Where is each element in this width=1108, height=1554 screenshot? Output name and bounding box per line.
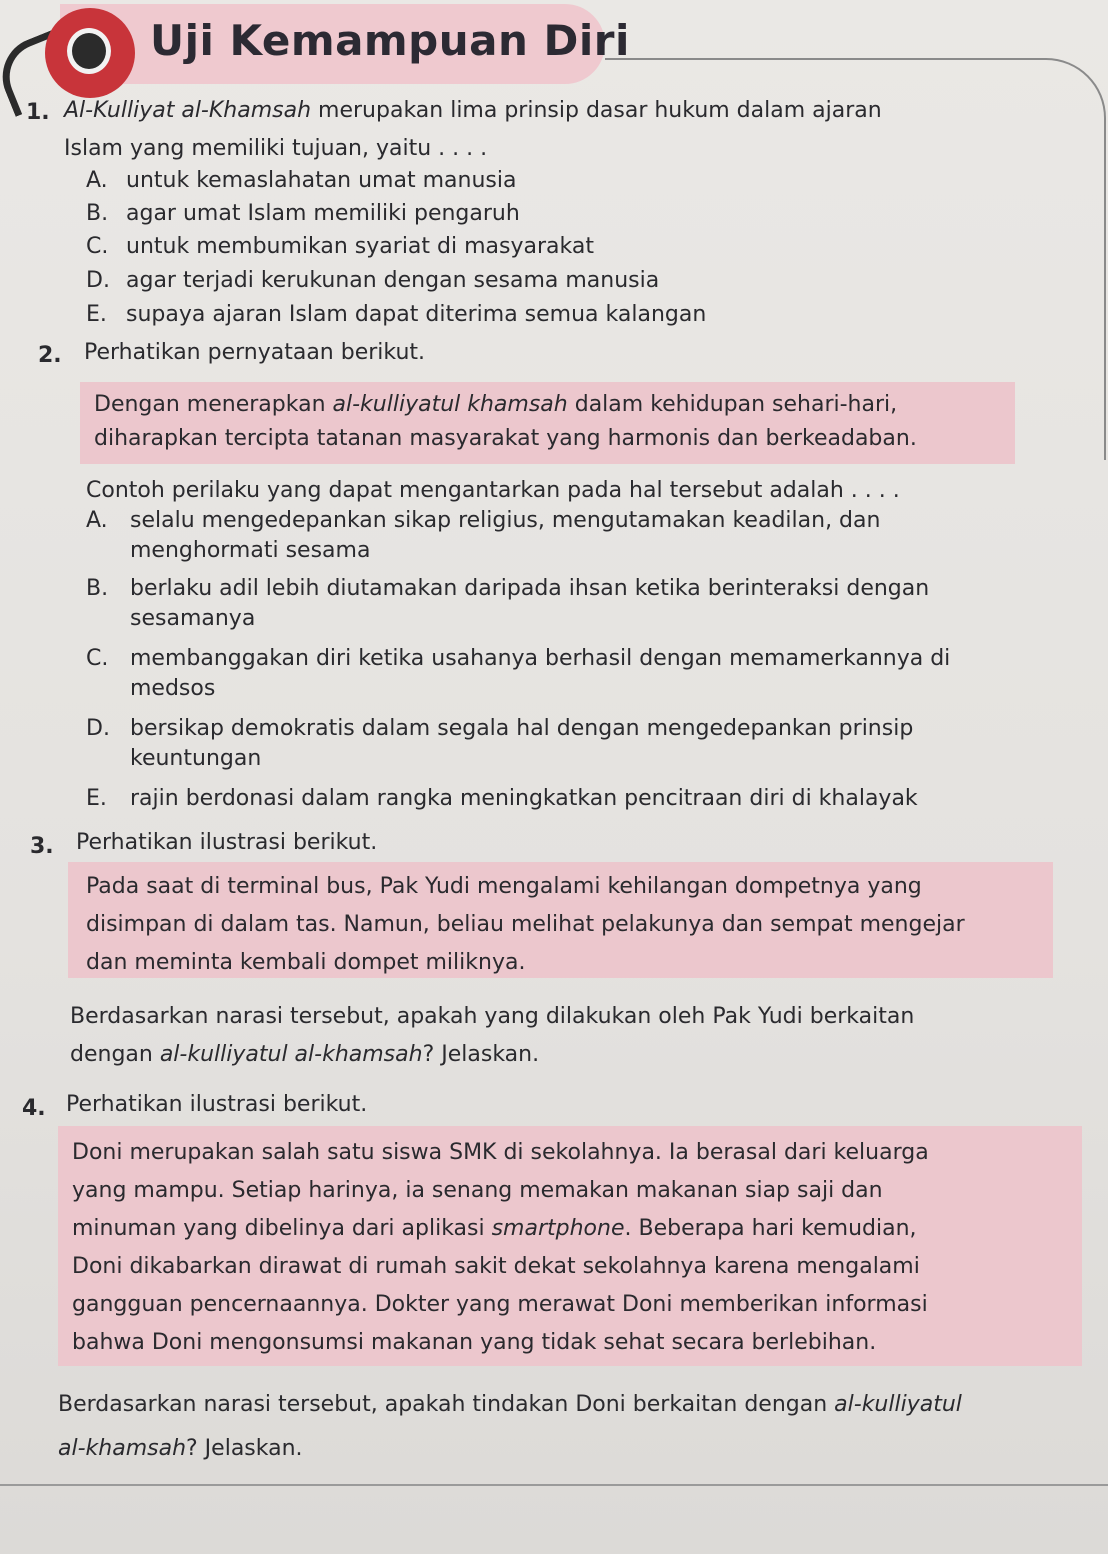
q2-option-b-line1: berlaku adil lebih diutamakan daripada ihsan ketika berinteraksi dengan — [130, 576, 930, 601]
q1-option-d: agar terjadi kerukunan dengan sesama manusia — [126, 268, 660, 293]
q1-option-a: untuk kemaslahatan umat manusia — [126, 168, 517, 193]
q2-option-a-line2: menghormati sesama — [130, 538, 371, 563]
q2-option-label: A. — [86, 508, 108, 533]
q2-option-label: C. — [86, 646, 109, 671]
q4-box-line: yang mampu. Setiap harinya, ia senang memakan makanan siap saji dan — [72, 1178, 883, 1203]
q2-box-line2: diharapkan tercipta tatanan masyarakat yang harmonis dan berkeadaban. — [94, 426, 917, 451]
frame-divider-top — [605, 58, 1025, 60]
q1-option-label: E. — [86, 302, 107, 327]
q3-box-line: dan meminta kembali dompet miliknya. — [86, 950, 526, 975]
q4-number: 4. — [22, 1096, 46, 1121]
q1-option-label: D. — [86, 268, 110, 293]
q3-question-text: ? Jelaskan. — [422, 1042, 540, 1067]
q3-question-text: dengan — [70, 1042, 160, 1067]
q2-option-label: B. — [86, 576, 109, 601]
q1-number: 1. — [26, 100, 50, 125]
q4-question-line1 — [58, 1392, 962, 1417]
q2-option-d-line2: keuntungan — [130, 746, 262, 771]
q3-number: 3. — [30, 834, 54, 859]
q2-box-text: Dengan menerapkan — [94, 392, 333, 417]
q4-box-line: gangguan pencernaannya. Dokter yang merawat Doni memberikan informasi — [72, 1292, 928, 1317]
q2-option-a-line1: selalu mengedepankan sikap religius, mengutamakan keadilan, dan — [130, 508, 881, 533]
q2-option-label: E. — [86, 786, 107, 811]
q1-option-label: A. — [86, 168, 108, 193]
q1-option-b: agar umat Islam memiliki pengaruh — [126, 201, 520, 226]
q1-stem-rest: merupakan lima prinsip dasar hukum dalam ajaran — [311, 98, 882, 123]
q2-box-term: al-kulliyatul khamsah — [332, 392, 568, 417]
q4-question-text: ? Jelaskan. — [186, 1436, 303, 1461]
q2-option-c-line2: medsos — [130, 676, 216, 701]
frame-divider-right — [1024, 58, 1106, 460]
q3-question-term: al-kulliyatul al-khamsah — [159, 1042, 423, 1067]
q4-box-term: smartphone — [491, 1216, 625, 1241]
q1-stem-line2: Islam yang memiliki tujuan, yaitu . . . . — [64, 136, 488, 161]
q2-option-b-line2: sesamanya — [130, 606, 256, 631]
q2-option-c-line1: membanggakan diri ketika usahanya berhasil dengan memamerkannya di — [130, 646, 951, 671]
q4-question-term: al-khamsah — [58, 1436, 187, 1461]
q2-option-e-line1: rajin berdonasi dalam rangka meningkatkan pencitraan diri di khalayak — [130, 786, 918, 811]
q3-box-line: Pada saat di terminal bus, Pak Yudi mengalami kehilangan dompetnya yang — [86, 874, 922, 899]
q2-option-d-line1: bersikap demokratis dalam segala hal dengan mengedepankan prinsip — [130, 716, 914, 741]
q4-box-line: Doni dikabarkan dirawat di rumah sakit dekat sekolahnya karena mengalami — [72, 1254, 920, 1279]
q1-option-label: B. — [86, 201, 109, 226]
q2-box-text: dalam kehidupan sehari-hari, — [567, 392, 898, 417]
q4-box-text: . Beberapa hari kemudian, — [624, 1216, 917, 1241]
q2-box-line1 — [94, 392, 897, 417]
q1-option-e: supaya ajaran Islam dapat diterima semua kalangan — [126, 302, 707, 327]
q4-box-line: bahwa Doni mengonsumsi makanan yang tidak sehat secara berlebihan. — [72, 1330, 877, 1355]
q4-stem: Perhatikan ilustrasi berikut. — [66, 1092, 368, 1117]
q4-question-line2 — [58, 1436, 303, 1461]
q1-term: Al-Kulliyat al-Khamsah — [64, 98, 312, 123]
head-icon-inner — [67, 28, 111, 74]
q1-option-c: untuk membumikan syariat di masyarakat — [126, 234, 594, 259]
q1-option-label: C. — [86, 234, 109, 259]
q1-stem-line1 — [64, 98, 882, 123]
q2-option-label: D. — [86, 716, 110, 741]
q3-question-line2 — [70, 1042, 539, 1067]
q4-box-line: Doni merupakan salah satu siswa SMK di sekolahnya. Ia berasal dari keluarga — [72, 1140, 929, 1165]
q4-box-line — [72, 1216, 917, 1241]
q4-question-text: Berdasarkan narasi tersebut, apakah tindakan Doni berkaitan dengan — [58, 1392, 835, 1417]
q2-stem: Perhatikan pernyataan berikut. — [84, 340, 426, 365]
q2-number: 2. — [38, 343, 62, 368]
page-title: Uji Kemampuan Diri — [150, 16, 630, 65]
q3-question-line1: Berdasarkan narasi tersebut, apakah yang dilakukan oleh Pak Yudi berkaitan — [70, 1004, 915, 1029]
head-icon — [45, 8, 135, 98]
q3-stem: Perhatikan ilustrasi berikut. — [76, 830, 378, 855]
q4-box-text: minuman yang dibelinya dari aplikasi — [72, 1216, 492, 1241]
frame-divider-bottom — [0, 1484, 1108, 1486]
q3-box-line: disimpan di dalam tas. Namun, beliau melihat pelakunya dan sempat mengejar — [86, 912, 965, 937]
q4-question-term: al-kulliyatul — [834, 1392, 962, 1417]
q2-question: Contoh perilaku yang dapat mengantarkan pada hal tersebut adalah . . . . — [86, 478, 900, 503]
